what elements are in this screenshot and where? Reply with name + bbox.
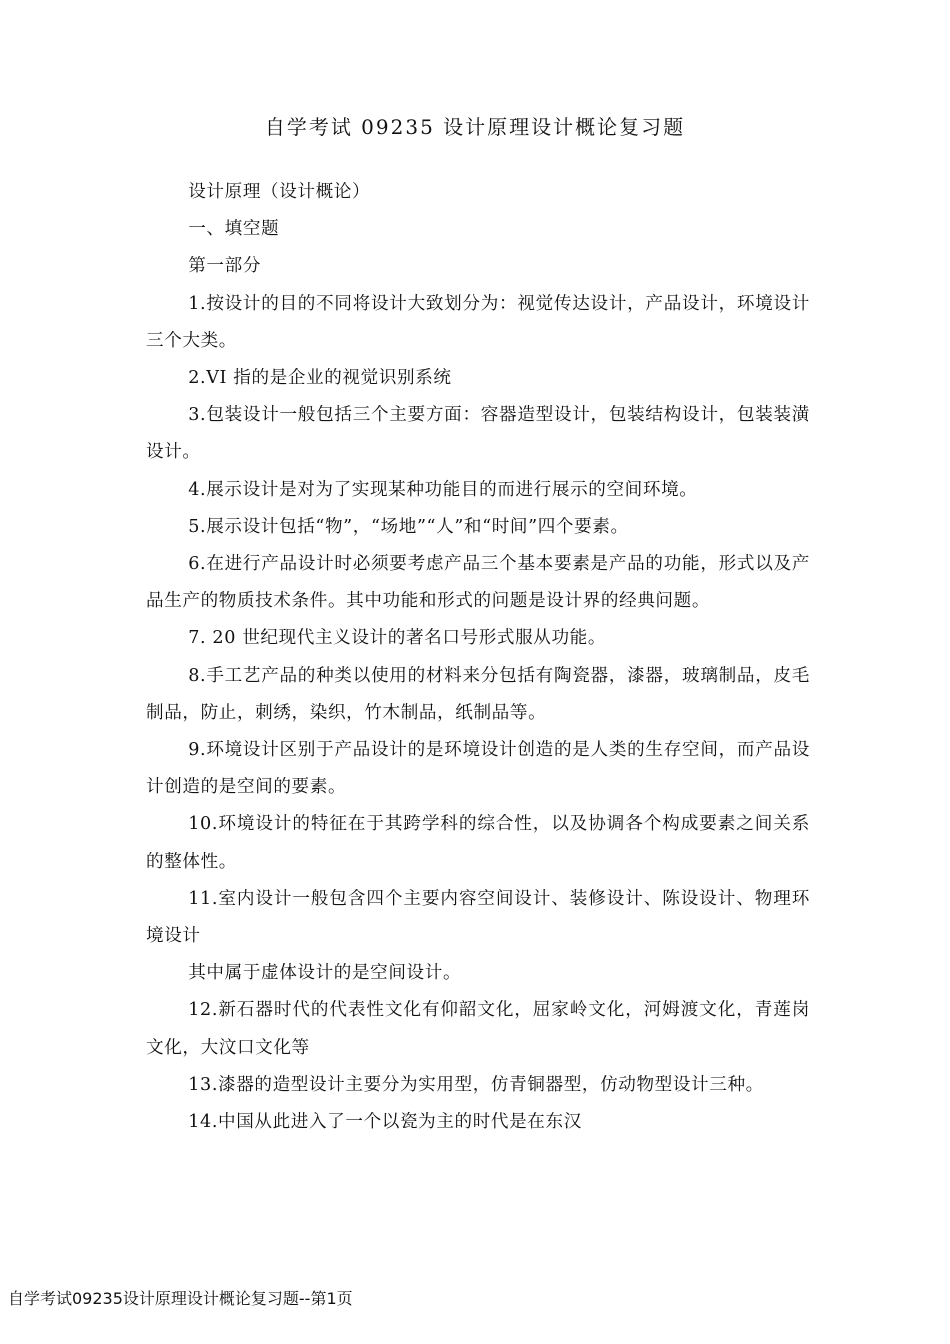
question-paragraph: 14.中国从此进入了一个以瓷为主的时代是在东汉 xyxy=(188,1112,582,1133)
page-footer: 自学考试09235设计原理设计概论复习题--第1页 xyxy=(8,1289,353,1308)
question-paragraph: 4.展示设计是对为了实现某种功能目的而进行展示的空间环境。 xyxy=(188,479,698,500)
document-title: 自学考试 09235 设计原理设计概论复习题 xyxy=(264,115,686,139)
question-paragraph: 2.VI 指的是企业的视觉识别系统 xyxy=(188,368,452,389)
question-paragraph: 5.展示设计包括“物”，“场地”“人”和“时间”四个要素。 xyxy=(188,516,629,537)
question-paragraph: 12.新石器时代的代表性文化有仰韶文化，屈家岭文化，河姆渡文化，青莲岗文化，大汶口文化等 xyxy=(146,1000,810,1058)
section-heading: 设计原理（设计概论） xyxy=(188,182,371,202)
document-body xyxy=(146,174,810,1141)
section-subheading: 一、填空题 xyxy=(188,219,280,240)
question-paragraph: 1.按设计的目的不同将设计大致划分为：视觉传达设计，产品设计，环境设计三个大类。 xyxy=(146,293,810,351)
part-heading: 第一部分 xyxy=(188,256,262,277)
question-paragraph: 9.环境设计区别于产品设计的是环境设计创造的是人类的生存空间，而产品设计创造的是空间的要素。 xyxy=(146,740,810,798)
question-paragraph: 7. 20 世纪现代主义设计的著名口号形式服从功能。 xyxy=(188,628,607,649)
question-paragraph: 11.室内设计一般包含四个主要内容空间设计、装修设计、陈设设计、物理环境设计 xyxy=(146,888,810,947)
question-paragraph: 3.包装设计一般包括三个主要方面：容器造型设计，包装结构设计，包装装潢设计。 xyxy=(146,405,810,463)
question-paragraph: 6.在进行产品设计时必须要考虑产品三个基本要素是产品的功能，形式以及产品生产的物质技术条件。其中功能和形式的问题是设计界的经典问题。 xyxy=(146,554,810,612)
question-paragraph: 10.环境设计的特征在于其跨学科的综合性，以及协调各个构成要素之间关系的整体性。 xyxy=(146,814,810,872)
question-paragraph: 13.漆器的造型设计主要分为实用型，仿青铜器型，仿动物型设计三种。 xyxy=(188,1074,764,1095)
question-paragraph: 8.手工艺产品的种类以使用的材料来分包括有陶瓷器，漆器，玻璃制品，皮毛制品，防止，刺绣，染织，竹木制品，纸制品等。 xyxy=(146,665,810,723)
question-paragraph: 其中属于虚体设计的是空间设计。 xyxy=(188,963,462,984)
